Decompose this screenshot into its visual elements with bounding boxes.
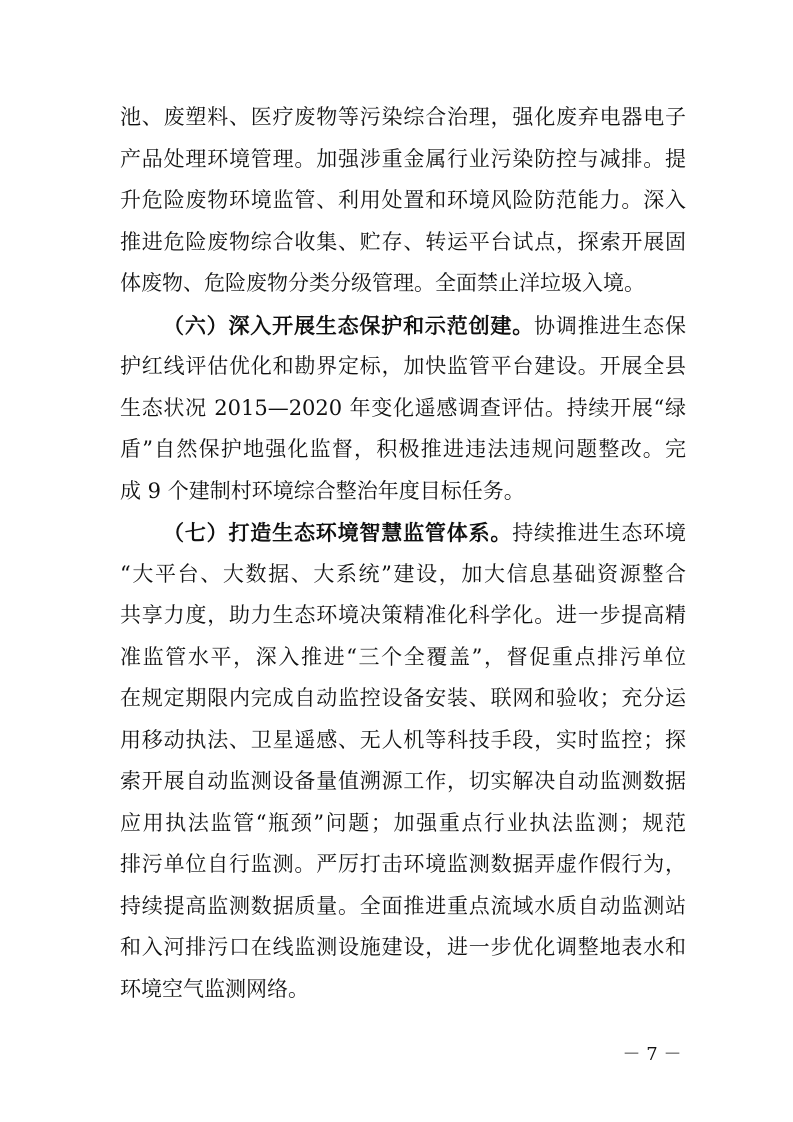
text-line: 池、废塑料、医疗废物等污染综合治理，强化废弃电器电子 (120, 105, 686, 129)
section-heading: （六）深入开展生态保护和示范创建。 (163, 312, 535, 338)
paragraph-first-line (120, 305, 686, 347)
text-line: 盾”自然保护地强化监督，积极推进违法违规问题整改。完 (120, 437, 686, 461)
page-number: － 7 － (622, 1044, 682, 1065)
text-line: “大平台、大数据、大系统”建设，加大信息基础资源整合 (120, 561, 686, 586)
text-line: 和入河排污口在线监测设施建设，进一步优化调整地表水和 (120, 935, 686, 959)
section-heading: （七）打造生态环境智慧监管体系。 (163, 520, 513, 545)
text-line: 用移动执法、卫星遥感、无人机等科技手段，实时监控；探 (120, 727, 686, 752)
text-line: 环境空气监测网络。 (120, 976, 309, 1001)
text-line: 升危险废物环境监管、利用处置和环境风险防范能力。深入 (120, 188, 686, 212)
text-line: 产品处理环境管理。加强涉重金属行业污染防控与减排。提 (120, 146, 686, 171)
text-line: 成 9 个建制村环境综合整治年度目标任务。 (120, 478, 525, 503)
text-line: 共享力度，助力生态环境决策精准化科学化。进一步提高精 (120, 603, 686, 627)
text-line: 应用执法监管“瓶颈”问题；加强重点行业执法监测；规范 (120, 810, 686, 835)
text-line: 护红线评估优化和勘界定标，加快监管平台建设。开展全县 (120, 354, 686, 378)
text-line: 排污单位自行监测。严厉打击环境监测数据弄虚作假行为， (120, 852, 686, 876)
paragraph-first-line (120, 512, 686, 554)
text-line: 生态状况 2015—2020 年变化遥感调查评估。持续开展“绿 (120, 395, 686, 420)
text-line: 在规定期限内完成自动监控设备安装、联网和验收；充分运 (120, 686, 686, 710)
text-line: 准监管水平，深入推进“三个全覆盖”，督促重点排污单位 (120, 644, 686, 669)
text-line-content: 协调推进生态保 (534, 313, 687, 338)
text-line: 体废物、危险废物分类分级管理。全面禁止洋垃圾入境。 (120, 271, 645, 295)
text-line: 索开展自动监测设备量值溯源工作，切实解决自动监测数据 (120, 769, 686, 793)
text-line-content: 持续推进生态环境 (512, 521, 687, 545)
body-text (120, 97, 686, 1010)
text-line: 持续提高监测数据质量。全面推进重点流域水质自动监测站 (120, 893, 686, 918)
text-line: 推进危险废物综合收集、贮存、转运平台试点，探索开展固 (120, 229, 686, 254)
